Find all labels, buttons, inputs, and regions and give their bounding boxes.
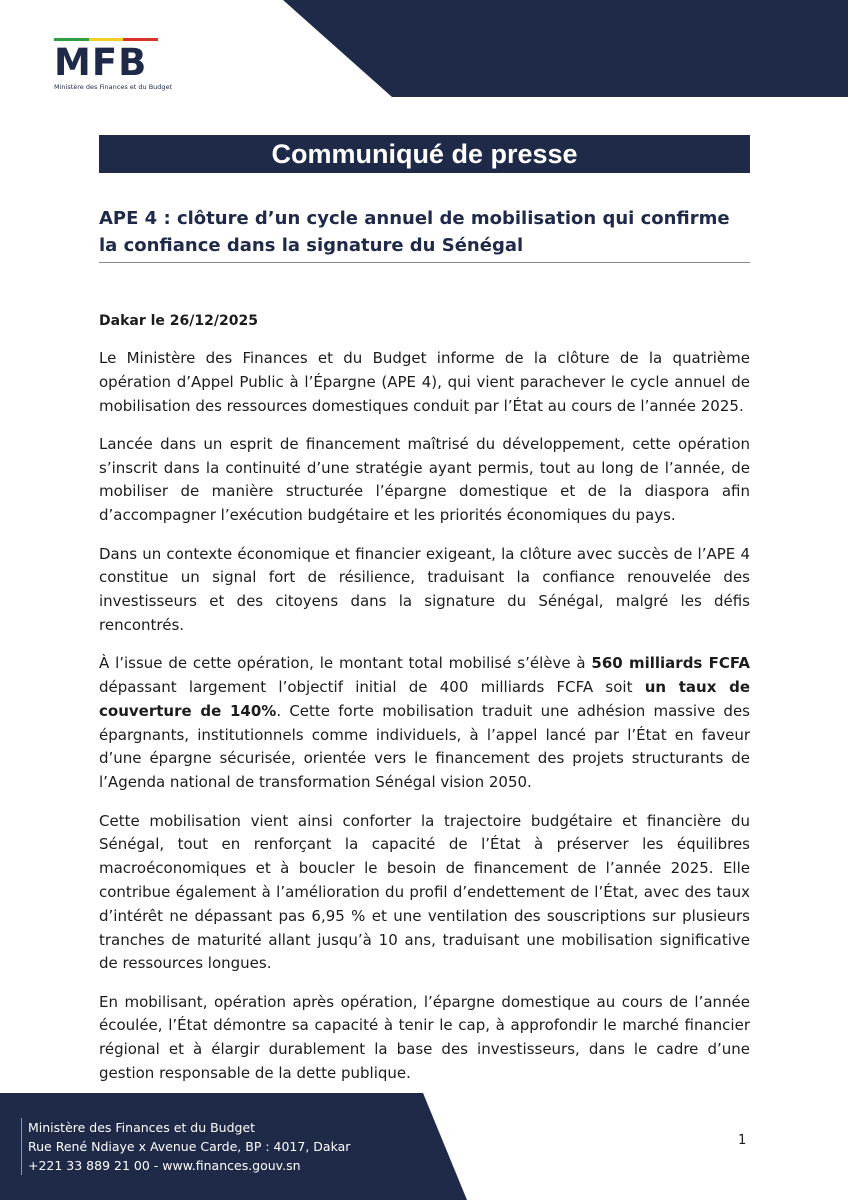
footer-ministry: Ministère des Finances et du Budget <box>28 1120 256 1135</box>
logo-acronym: MFB <box>54 41 148 84</box>
paragraph-2: Lancée dans un esprit de financement maîtrisé du développement, cette opération s’inscrit dans la continuité d’une stratégie ayant permis, tout au long de l’année, de mobiliser de manière structurée l’épargne domestique et de la diaspora afin d’accompagner l’exécution budgétaire et les priorités économiques du pays. <box>99 434 750 525</box>
paragraph-1: Le Ministère des Finances et du Budget informe de la clôture de la quatrième opération d’Appel Public à l’Épargne (APE 4), qui vient parachever le cycle annuel de mobilisation des ressources domestiques conduit par l’État au cours de l’année 2025. <box>99 349 750 415</box>
paragraph-4-part-1: À l’issue de cette opération, le montant total mobilisé s’élève à <box>99 654 592 673</box>
footer-address: Rue René Ndiaye x Avenue Carde, BP : 4017, Dakar <box>28 1139 351 1154</box>
amount-mobilized: 560 milliards FCFA <box>591 654 751 673</box>
paragraph-4-part-2: dépassant largement l’objectif initial de 400 milliards FCFA soit <box>99 678 645 697</box>
press-release-body <box>99 347 750 1100</box>
paragraph-5: Cette mobilisation vient ainsi conforter la trajectoire budgétaire et financière du Sénégal, tout en renforçant la capacité de l’État à préserver les équilibres macroéconomiques et à boucler le besoin de financement de l’année 2025. Elle contribue également à l’amélioration du profil d’endettement de l’État, avec des taux d’intérêt ne dépassant pas 6,95 % et une ventilation des souscriptions sur plusieurs tranches de maturité allant jusqu’à 10 ans, traduisant une mobilisation significative de ressources longues. <box>99 811 750 973</box>
paragraph-6: En mobilisant, opération après opération, l’épargne domestique au cours de l’année écoulée, l’État démontre sa capacité à tenir le cap, à approfondir le marché financier régional et à élargir durablement la base des investisseurs, dans le cadre d’une gestion responsable de la dette publique. <box>99 992 750 1083</box>
paragraph-3: Dans un contexte économique et financier exigeant, la clôture avec succès de l’APE 4 constitue un signal fort de résilience, traduisant la confiance renouvelée des investisseurs et des citoyens dans la signature du Sénégal, malgré les défis rencontrés. <box>99 544 750 634</box>
footer-contact <box>21 1118 350 1175</box>
title-banner <box>99 135 750 173</box>
subtitle-divider <box>99 262 750 263</box>
document-title: Communiqué de presse <box>271 138 578 169</box>
mfb-logo <box>54 38 173 91</box>
dateline: Dakar le 26/12/2025 <box>99 313 258 329</box>
paragraph-4-part-3: . Cette forte mobilisation traduit une adhésion massive des épargnants, institutionnels comme individuels, à l’appel lancé par l’État en faveur d’une épargne sécurisée, orientée vers le financement des projets structurants de l’Agenda national de transformation Sénégal vision 2050. <box>99 701 751 792</box>
logo-ministry-name: Ministère des Finances et du Budget <box>54 83 173 91</box>
footer-phone-website: +221 33 889 21 00 - www.finances.gouv.sn <box>28 1158 301 1173</box>
page-number: 1 <box>738 1133 747 1148</box>
paragraph-4 <box>99 652 750 795</box>
document-subtitle: APE 4 : clôture d’un cycle annuel de mobilisation qui confirme la confiance dans la signature du Sénégal <box>99 208 730 256</box>
coverage-rate: un taux de couverture de 140% <box>99 678 751 720</box>
